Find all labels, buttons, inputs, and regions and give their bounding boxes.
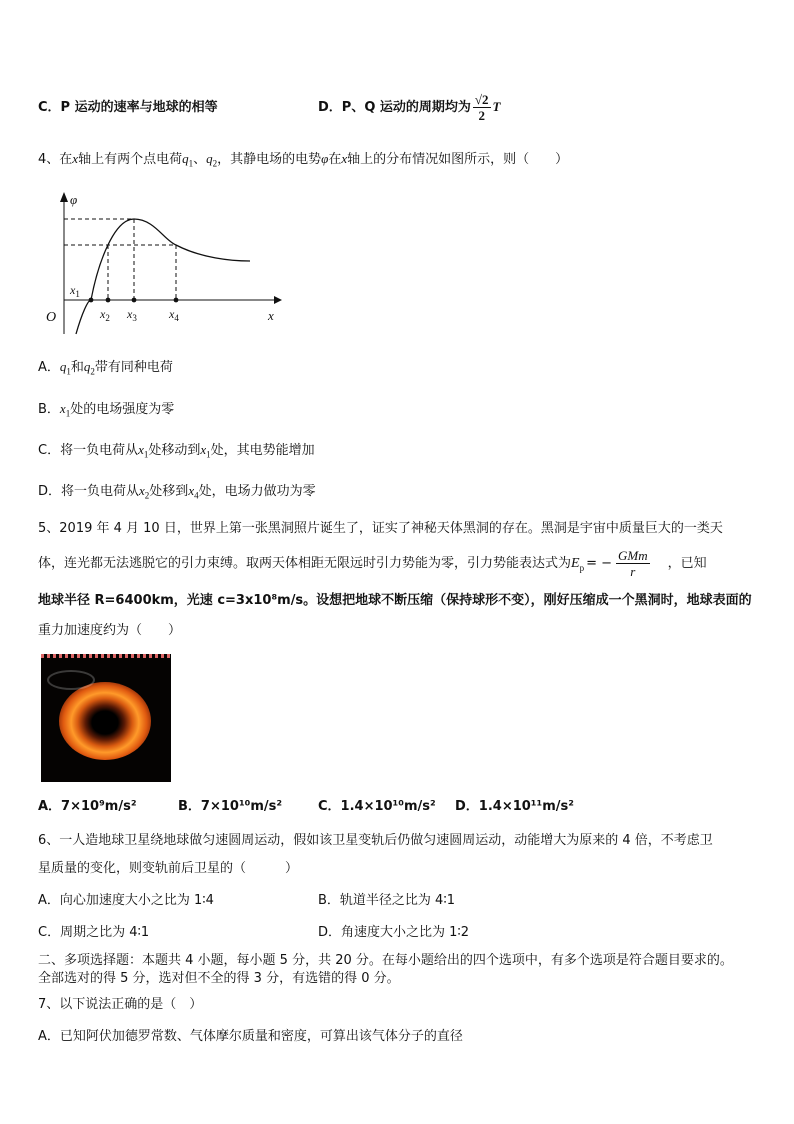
- q3-option-d-text: D．P、Q 运动的周期均为: [318, 100, 471, 115]
- phi-axis-label: φ: [70, 192, 78, 207]
- point-x4: [174, 298, 179, 303]
- q5-option-a: A．7×10⁹m/s²: [38, 799, 137, 814]
- q7-stem: 7、以下说法正确的是（ ）: [38, 997, 203, 1012]
- section-2-heading: 二、多项选择题：本题共 4 小题，每小题 5 分，共 20 分。在每小题给出的四个选项中，有多个选项是符合题目要求的。: [38, 953, 733, 968]
- x-axis-label: x: [268, 308, 274, 323]
- x2-label: $x_2$: [100, 307, 110, 323]
- phi-axis-arrow: [60, 192, 68, 202]
- fraction-numerator: √2: [474, 92, 489, 107]
- q6-option-d: D．角速度大小之比为 1∶2: [318, 925, 470, 940]
- q6-option-a: A．向心加速度大小之比为 1∶4: [38, 893, 214, 908]
- q4-stem: 4、在x轴上有两个点电荷$q_1$、$q_2$，其静电场的电势φ在x轴上的分布情况如图所示，则（ ）: [38, 151, 569, 169]
- q5-line-2: 体，连光都无法逃脱它的引力束缚。取两天体相距无限远时引力势能为零，引力势能表达式为$E_p$ = − $\frac{\text{GMm}}{r}$ ，已知: [38, 548, 707, 579]
- q4-option-c: C．将一负电荷从$x_1$处移动到$x_1$处，其电势能增加: [38, 442, 315, 460]
- q5-line-3: 地球半径 R=6400km，光速 c=3x10⁸m/s。设想把地球不断压缩（保持球形不变），刚好压缩成一个黑洞时，地球表面的: [38, 593, 752, 608]
- q3-option-d-variable: T: [492, 99, 501, 114]
- x-axis-arrow: [274, 296, 282, 304]
- q5-option-c: C．1.4×10¹⁰m/s²: [318, 799, 436, 814]
- origin-label: O: [46, 310, 57, 325]
- black-hole-photo: [41, 654, 171, 782]
- q5-line-4: 重力加速度约为（ ）: [38, 623, 182, 638]
- point-x2: [106, 298, 111, 303]
- q5-potential-fraction: $\frac{\text{GMm}}{r}$: [618, 548, 648, 579]
- q6-option-c: C．周期之比为 4∶1: [38, 925, 150, 940]
- q6-line-2: 星质量的变化，则变轨前后卫星的（ ）: [38, 861, 299, 876]
- watermark-logo-icon: [47, 670, 95, 690]
- potential-graph: [36, 188, 286, 336]
- photo-top-border: [41, 654, 171, 658]
- q3-option-c: C．P 运动的速率与地球的相等: [38, 100, 218, 115]
- q4-option-a: A．$q_1$和$q_2$带有同种电荷: [38, 359, 173, 377]
- q4-option-d: D．将一负电荷从$x_2$处移到$x_4$处，电场力做功为零: [38, 483, 316, 501]
- q3-option-d-fraction: [473, 92, 491, 123]
- q6-line-1: 6、一人造地球卫星绕地球做匀速圆周运动，假如该卫星变轨后仍做匀速圆周运动，动能增大为原来的 4 倍，不考虑卫: [38, 833, 713, 848]
- point-x1: [89, 298, 94, 303]
- section-2-scoring: 全部选对的得 5 分，选对但不全的得 3 分，有选错的得 0 分。: [38, 971, 400, 986]
- fraction-denominator: 2: [478, 108, 485, 123]
- q3-option-d: [318, 92, 501, 123]
- point-x3: [132, 298, 137, 303]
- q5-line-1: 5、2019 年 4 月 10 日，世界上第一张黑洞照片诞生了，证实了神秘天体黑洞的存在。黑洞是宇宙中质量巨大的一类天: [38, 521, 723, 536]
- x1-label: $x_1$: [70, 283, 80, 299]
- x3-label: $x_3$: [127, 307, 137, 323]
- x4-label: $x_4$: [169, 307, 179, 323]
- q5-option-d: D．1.4×10¹¹m/s²: [455, 799, 574, 814]
- q6-option-b: B．轨道半径之比为 4∶1: [318, 893, 455, 908]
- q5-option-b: B．7×10¹⁰m/s²: [178, 799, 283, 814]
- q7-option-a: A．已知阿伏加德罗常数、气体摩尔质量和密度，可算出该气体分子的直径: [38, 1029, 463, 1044]
- q4-option-b: B．$x_1$处的电场强度为零: [38, 401, 175, 419]
- black-hole-glow: [59, 682, 151, 760]
